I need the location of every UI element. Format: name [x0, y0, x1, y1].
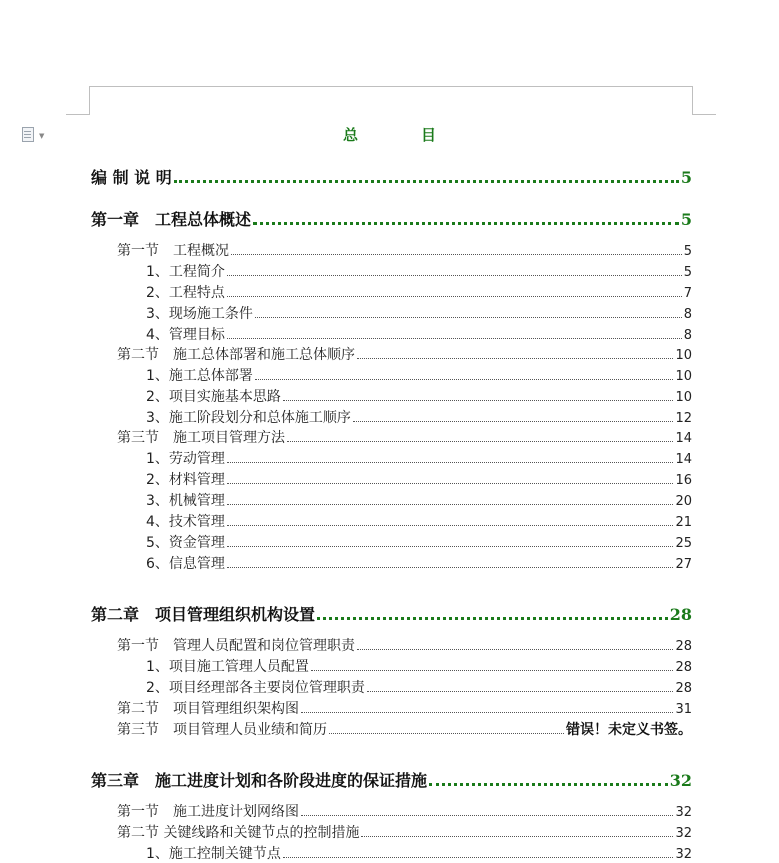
toc-leader-dots	[353, 421, 674, 422]
toc-leader-dots	[227, 296, 682, 297]
toc-entry-label: 3、机械管理	[146, 493, 225, 509]
toc-entry-page: 14	[675, 452, 692, 467]
toc-entry-label: 第一节 施工进度计划网络图	[117, 804, 299, 820]
toc-leader-dots	[429, 783, 668, 786]
toc-entry-page: 5	[680, 168, 692, 187]
toc-entry-label: 3、现场施工条件	[146, 306, 253, 322]
toc-leader-dots	[227, 338, 682, 339]
toc-item-entry[interactable]	[146, 553, 692, 573]
toc-entry-label: 1、施工控制关键节点	[146, 846, 281, 862]
toc-section-entry[interactable]	[117, 801, 692, 821]
toc-leader-dots	[227, 504, 674, 505]
toc-item-entry[interactable]	[146, 490, 692, 510]
toc-entry-page: 5	[680, 210, 692, 229]
toc-leader-dots	[227, 462, 674, 463]
toc-entry-label: 第二章 项目管理组织机构设置	[91, 605, 316, 624]
toc-entry-label: 1、劳动管理	[146, 451, 225, 467]
toc-entry-page: 32	[675, 826, 692, 841]
toc-section-entry[interactable]	[117, 427, 692, 447]
toc-item-entry[interactable]	[146, 677, 692, 697]
toc-item-entry[interactable]	[146, 656, 692, 676]
toc-item-entry[interactable]	[146, 282, 692, 302]
toc-entry-label: 2、工程特点	[146, 285, 225, 301]
toc-entry-label: 3、施工阶段划分和总体施工顺序	[146, 410, 351, 426]
toc-leader-dots	[283, 400, 674, 401]
toc-entry-page: 12	[675, 411, 692, 426]
toc-item-entry[interactable]	[146, 448, 692, 468]
toc-entry-page: 10	[675, 369, 692, 384]
toc-entry-page: 21	[675, 515, 692, 530]
toc-entry-label: 第一章 工程总体概述	[91, 210, 252, 229]
toc-entry-page: 28	[675, 639, 692, 654]
toc-entry-page: 10	[675, 348, 692, 363]
toc-leader-dots	[329, 733, 564, 734]
toc-leader-dots	[357, 358, 673, 359]
toc-entry-page: 20	[675, 494, 692, 509]
toc-entry-label: 1、工程简介	[146, 264, 225, 280]
toc-item-entry[interactable]	[146, 303, 692, 323]
toc-item-entry[interactable]	[146, 386, 692, 406]
toc-entry-page: 32	[675, 847, 692, 862]
toc-leader-dots	[227, 275, 682, 276]
toc-chapter-entry[interactable]	[91, 602, 692, 625]
toc-entry-page: 7	[683, 286, 692, 301]
toc-item-entry[interactable]	[146, 261, 692, 281]
crop-mark-top-left-v	[89, 86, 90, 115]
toc-leader-dots	[227, 546, 674, 547]
toc-item-entry[interactable]	[146, 532, 692, 552]
toc-item-entry[interactable]	[146, 324, 692, 344]
toc-entry-label: 编 制 说 明	[91, 168, 172, 187]
toc-leader-dots	[227, 567, 674, 568]
toc-item-entry[interactable]	[146, 511, 692, 531]
toc-entry-label: 2、材料管理	[146, 472, 225, 488]
toc-entry-label: 第一节 工程概况	[117, 243, 229, 259]
toc-entry-page: 14	[675, 431, 692, 446]
toc-leader-dots	[255, 317, 682, 318]
toc-entry-page: 32	[675, 805, 692, 820]
toc-entry-label: 第二节 施工总体部署和施工总体顺序	[117, 347, 355, 363]
toc-item-entry[interactable]	[146, 407, 692, 427]
toc-leader-dots	[227, 525, 674, 526]
toc-leader-dots	[311, 670, 674, 671]
toc-entry-label: 第三节 项目管理人员业绩和简历	[117, 722, 327, 738]
toc-entry-page: 错误！未定义书签。	[566, 722, 692, 738]
toc-leader-dots	[253, 222, 679, 225]
toc-leader-dots	[231, 254, 682, 255]
toc-chapter-entry[interactable]	[91, 165, 692, 188]
toc-entry-label: 第三节 施工项目管理方法	[117, 430, 285, 446]
toc-entry-label: 5、资金管理	[146, 535, 225, 551]
toc-entry-label: 第二节 项目管理组织架构图	[117, 701, 299, 717]
toc-entry-page: 28	[669, 605, 692, 624]
toc-leader-dots	[317, 617, 668, 620]
toc-item-entry[interactable]	[146, 843, 692, 863]
toc-entry-label: 1、施工总体部署	[146, 368, 253, 384]
toc-section-entry[interactable]	[117, 719, 692, 739]
toc-entry-page: 5	[683, 244, 692, 259]
toc-leader-dots	[174, 180, 679, 183]
toc-section-entry[interactable]	[117, 240, 692, 260]
toc-entry-page: 27	[675, 557, 692, 572]
toc-entry-label: 第一节 管理人员配置和岗位管理职责	[117, 638, 355, 654]
toc-entry-label: 第三章 施工进度计划和各阶段进度的保证措施	[91, 771, 428, 790]
toc-entry-page: 10	[675, 390, 692, 405]
toc-leader-dots	[287, 441, 673, 442]
toc-section-entry[interactable]	[117, 698, 692, 718]
toc-leader-dots	[227, 483, 674, 484]
chevron-down-icon: ▼	[39, 132, 45, 140]
toc-entry-page: 25	[675, 536, 692, 551]
toc-entry-label: 2、项目经理部各主要岗位管理职责	[146, 680, 365, 696]
toc-leader-dots	[357, 649, 673, 650]
toc-entry-label: 1、项目施工管理人员配置	[146, 659, 309, 675]
crop-mark-top-left-h	[66, 114, 89, 115]
toc-entry-label: 4、管理目标	[146, 327, 225, 343]
toc-entry-page: 31	[675, 702, 692, 717]
toc-entry-label: 4、技术管理	[146, 514, 225, 530]
toc-entry-page: 32	[669, 771, 692, 790]
toc-leader-dots	[361, 836, 673, 837]
crop-mark-top-right-v	[692, 86, 693, 115]
toc-entry-page: 5	[683, 265, 692, 280]
toc-section-entry[interactable]	[117, 822, 692, 842]
toc-title: 总 目	[342, 126, 460, 144]
toc-section-entry[interactable]	[117, 344, 692, 364]
toc-item-entry[interactable]	[146, 365, 692, 385]
toc-leader-dots	[367, 691, 674, 692]
toc-leader-dots	[301, 712, 673, 713]
header-line	[89, 86, 693, 87]
toc-item-entry[interactable]	[146, 469, 692, 489]
toc-entry-page: 16	[675, 473, 692, 488]
toc-leader-dots	[301, 815, 673, 816]
toc-chapter-entry[interactable]	[91, 207, 692, 230]
toc-entry-page: 28	[675, 681, 692, 696]
toc-chapter-entry[interactable]	[91, 768, 692, 791]
toc-entry-page: 8	[683, 328, 692, 343]
toc-entry-label: 2、项目实施基本思路	[146, 389, 281, 405]
toc-entry-page: 28	[675, 660, 692, 675]
crop-mark-top-right-h	[693, 114, 716, 115]
toc-entry-label: 第二节 关键线路和关键节点的控制措施	[117, 825, 360, 841]
toc-leader-dots	[283, 857, 674, 858]
toc-entry-label: 6、信息管理	[146, 556, 225, 572]
toc-section-entry[interactable]	[117, 635, 692, 655]
toc-leader-dots	[255, 379, 674, 380]
toc-entry-page: 8	[683, 307, 692, 322]
